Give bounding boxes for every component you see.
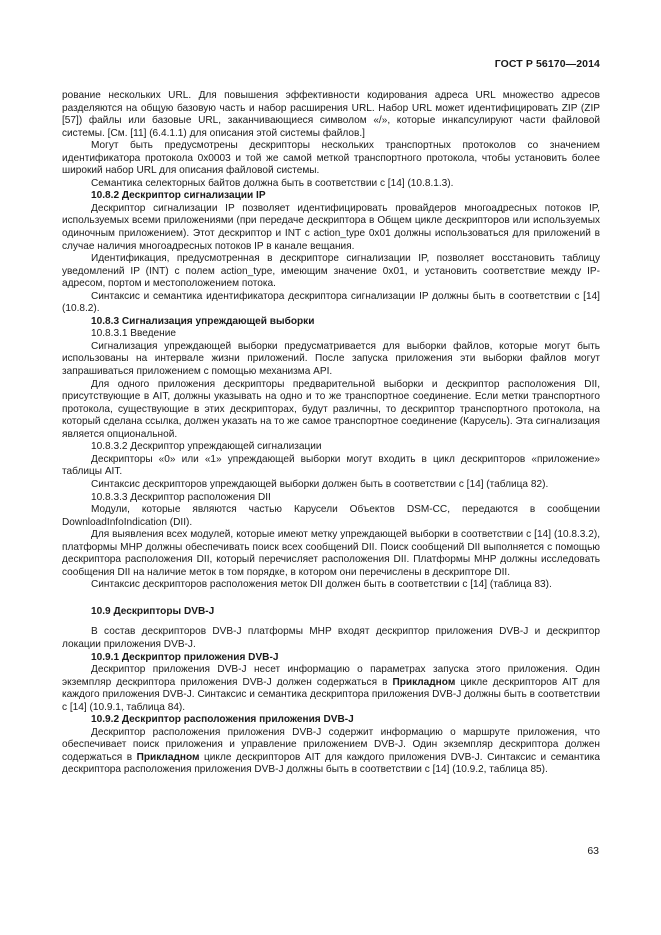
paragraph: рование нескольких URL. Для повышения эффективности кодирования адреса URL множество адресов разделяются на общую базовую часть и набор расширения URL. Набор URL может идентифицировать ZIP (ZIP [57]) файлы или базовые URL, заканчивающиеся символом «/», которые инкапсулируют части файловой системы. [См. [11] (6.4.1.1) для описания этой системы файлов.] (62, 90, 600, 139)
paragraph-text: Дескриптор приложения DVB-J несет информацию о параметрах запуска этого приложения. Один экземпляр дескриптора приложения DVB-J должен содержаться в (62, 664, 600, 688)
subsection-heading: 10.8.3.1 Введение (91, 328, 176, 340)
subsection-heading: 10.8.3.3 Дескриптор расположения DII (91, 491, 271, 503)
paragraph: Могут быть предусмотрены дескрипторы нескольких транспортных протоколов со значением идентификатора протокола 0x0003 и той же самой меткой транспортного протокола, чтобы установить более широкий набор URL для описания файловой системы. (62, 140, 600, 177)
paragraph: Дескрипторы «0» или «1» упреждающей выборки могут входить в цикл дескрипторов «приложение» таблицы AIT. (62, 453, 600, 478)
section-heading: 10.8.3 Сигнализация упреждающей выборки (91, 315, 315, 327)
paragraph: Синтаксис дескрипторов расположения меток DII должен быть в соответствии с [14] (таблица 83). (91, 579, 552, 591)
paragraph: В состав дескрипторов DVB-J платформы MHP входят дескриптор приложения DVB-J и дескриптор локации приложения DVB-J. (62, 626, 600, 650)
paragraph: Модули, которые являются частью Карусели Объектов DSM-CC, передаются в сообщении DownloadInfoIndication (DII). (62, 504, 600, 528)
paragraph: Идентификация, предусмотренная в дескрипторе сигнализации IP, позволяет восстановить таблицу уведомлений IP (INT) с полем action_type, имеющим значение 0x01, и установить соответствие между IP-адресом, портом и местоположением потока. (62, 253, 600, 290)
page-body (62, 90, 600, 777)
paragraph: Синтаксис и семантика идентификатора дескриптора сигнализации IP должны быть в соответствии с [14] (10.8.2). (62, 290, 600, 315)
paragraph: Синтаксис дескрипторов упреждающей выборки должен быть в соответствии с [14] (таблица 82). (91, 478, 549, 490)
paragraph-text: цикле дескрипторов AIT для каждого приложения DVB-J. Синтаксис и семантика дескриптора приложения DVB-J должны быть в соответствии с [14] (10.9.1, таблица 84). (62, 676, 600, 713)
page-number: 63 (587, 845, 599, 857)
paragraph: Дескриптор сигнализации IP позволяет идентифицировать провайдеров многоадресных потоков IP, используемых всеми приложениями (при передаче дескриптора в Общем цикле дескрипторов или используемых одиночным приложением). Этот дескриптор и INT с action_type 0x01 должны использоваться для приложений в случае наличия многоадресных потоков IP в канале вещания. (62, 202, 600, 252)
document-header: ГОСТ Р 56170—2014 (494, 58, 600, 70)
paragraph (62, 727, 600, 777)
section-heading: 10.9.1 Дескриптор приложения DVB-J (91, 651, 279, 663)
section-heading: 10.8.2 Дескриптор сигнализации IP (91, 190, 266, 202)
section-heading: 10.9 Дескрипторы DVB-J (91, 605, 215, 617)
paragraph: Для одного приложения дескрипторы предварительной выборки и дескриптор расположения DII, присутствующие в AIT, должны указывать на одно и то же транспортное соединение. Если метки транспортного протокола, существующие в этих дескрипторах, будут различны, то дескриптор транспортного протокола, на который сделана ссылка, должен указать на то же самое транспортное соединение (Карусель). Эта сигнализация является опциональной. (62, 378, 600, 440)
bold-term: Прикладном (392, 676, 456, 688)
subsection-heading: 10.8.3.2 Дескриптор упреждающей сигнализации (91, 441, 322, 453)
paragraph: Для выявления всех модулей, которые имеют метку упреждающей выборки в соответствии с [14] (10.8.3.2), платформы MHP должны обеспечивать поиск всех сообщений DII. Поиск сообщений DII выполняется с помощью дескриптора расположения DII, который перечисляет расположения DII. Платформы MHP должны исследовать сообщения DII на наличие меток в том порядке, в котором они перечислены в дескрипторе DII. (62, 529, 600, 578)
paragraph: Сигнализация упреждающей выборки предусматривается для выборки файлов, которые могут быть использованы на интервале жизни приложений. После запуска приложения эти выборки файлов могут запрашиваться приложением с помощью механизма API. (62, 340, 600, 378)
paragraph-text: цикле дескрипторов AIT для каждого приложения DVB-J. Синтаксис и семантика дескриптора расположения приложения DVB-J должны быть в соответствии с [14] (10.9.2, таблица 85). (62, 751, 600, 776)
paragraph-text: Дескриптор расположения приложения DVB-J содержит информацию о маршруте приложения, что обеспечивает поиск приложения и управление приложением DVB-J. Один экземпляр дескриптора должен содержаться в (62, 726, 600, 763)
paragraph: Семантика селекторных байтов должна быть в соответствии с [14] (10.8.1.3). (91, 177, 454, 189)
bold-term: Прикладном (136, 751, 200, 763)
section-heading: 10.9.2 Дескриптор расположения приложения DVB-J (91, 714, 354, 726)
paragraph (62, 664, 600, 714)
